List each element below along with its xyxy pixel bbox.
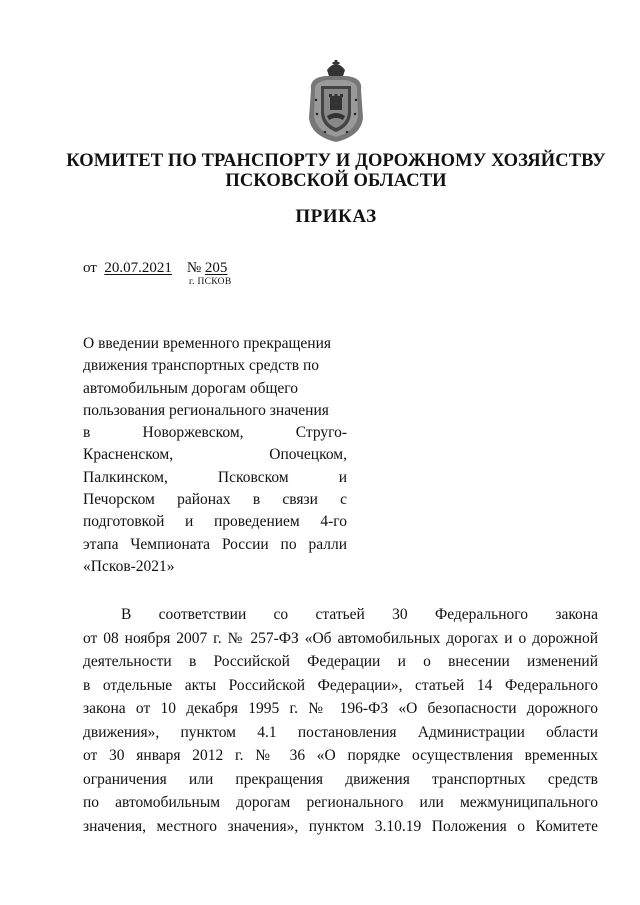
document-type-title: ПРИКАЗ [295,206,377,227]
body-line: деятельности в Российской Федерации и о внесении изменений [83,653,598,670]
org-name-line-2: ПСКОВСКОЙ ОБЛАСТИ [225,171,447,191]
order-body [83,603,598,838]
subject-line: Палкинском, Псковском и [83,468,347,486]
organization-name [60,151,612,191]
city-label: г. ПСКОВ [189,277,232,287]
body-line: от 30 января 2012 г. № 36 «О порядке осуществления временных [83,747,598,764]
subject-line: подготовкой и проведением 4-го [83,513,347,531]
subject-line: Печорском районах в связи с [83,491,347,509]
subject-line: «Псков-2021» [83,557,175,575]
subject-line: О введении временного прекращения [83,335,332,352]
body-line: значения, местного значения», пунктом 3.10.19 Положения о Комитете [83,817,598,835]
body-line: движения», пунктом 4.1 постановления Администрации области [83,723,598,741]
subject-line: Красненском, Опочецком, [83,446,347,464]
date-prefix: от [83,260,97,276]
subject-line: автомобильным дорогам общего [83,379,299,397]
document-number: 205 [204,260,228,276]
body-line: от 08 ноября 2007 г. № 257-ФЗ «Об автомобильных дорогах и о дорожной [83,629,598,647]
subject-line: пользования регионального значения [83,401,329,419]
body-line: ограничения или прекращения движения транспортных средств [83,770,598,788]
org-name-line-1: КОМИТЕТ ПО ТРАНСПОРТУ И ДОРОЖНОМУ ХОЗЯЙСТВУ [66,151,606,171]
body-line: по автомобильным дорогам регионального или межмуниципального [83,794,598,811]
body-line: В соответствии со статьей 30 Федерального закона [121,606,598,623]
number-prefix: № [186,260,202,276]
subject-line: движения транспортных средств по [83,357,320,375]
coat-of-arms-icon [305,60,367,144]
subject-line: этапа Чемпионата России по ралли [83,535,347,553]
order-subject [83,333,347,578]
subject-line: в Новоржевском, Струго- [83,424,347,442]
date-number-line [83,260,227,277]
body-line: в отдельные акты Российской Федерации», статьей 14 Федерального [83,676,598,694]
document-date: 20.07.2021 [104,260,172,276]
body-line: закона от 10 декабря 1995 г. № 196-ФЗ «О безопасности дорожного [83,700,598,717]
